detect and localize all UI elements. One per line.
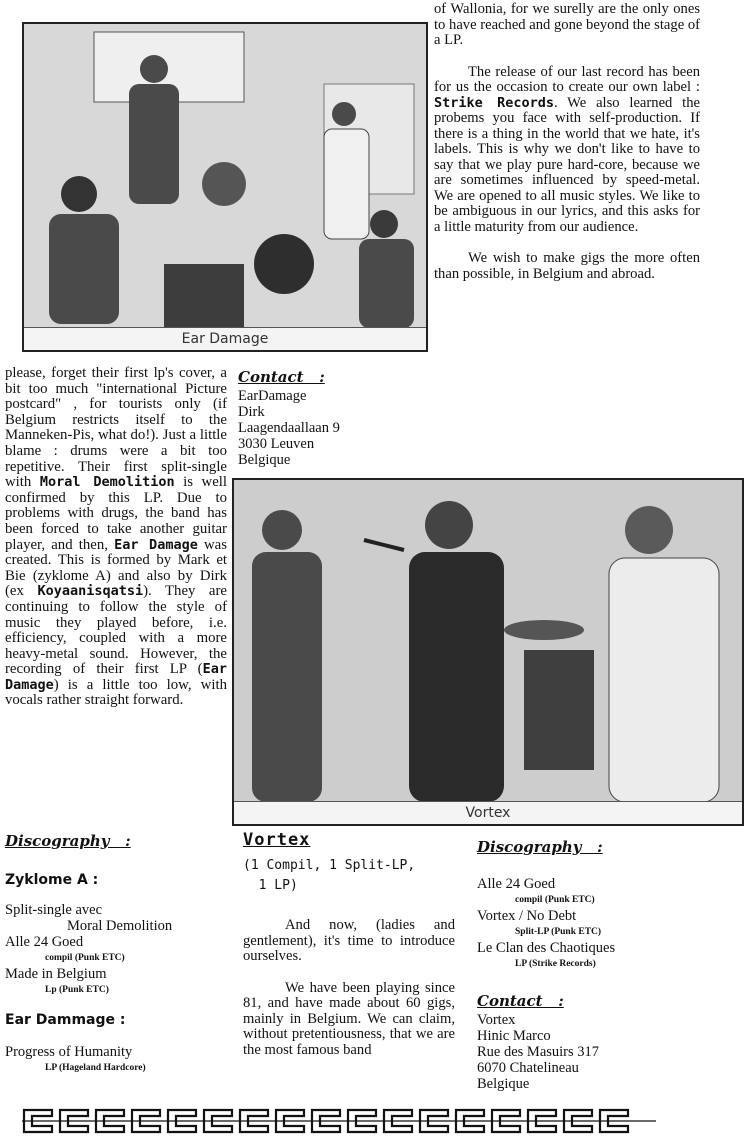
vortex-subtitle-line: 1 LP): [243, 878, 298, 893]
contact-heading: Contact :: [477, 992, 564, 1010]
discography-note: LP (Strike Records): [515, 959, 596, 969]
ear-damage-name: Ear Damage: [114, 536, 198, 553]
vortex-history: We have been playing since 81, and have made about 60 gigs, mainly in Belgium. We can claim, without pretentiousness, that we are the most famous band: [243, 979, 455, 1058]
discography-item: Split-single avec: [5, 902, 103, 918]
zyklome-a-title: Zyklome A :: [5, 872, 99, 888]
contact-line: 6070 Chatelineau: [477, 1060, 579, 1076]
contact-ear-damage: [238, 368, 428, 468]
discography-left: [5, 832, 227, 1076]
moral-demolition-name: Moral Demolition: [39, 474, 175, 491]
discography-note: LP (Hageland Hardcore): [45, 1063, 146, 1073]
discography-item: Vortex / No Debt: [477, 908, 577, 924]
strike-records-label: Strike Records: [434, 94, 554, 111]
right-column-top: [434, 2, 700, 282]
discography-right: [477, 838, 717, 972]
contact-line: Dirk: [238, 404, 265, 420]
contact-line: Laagendaallaan 9: [238, 420, 340, 436]
vortex-subtitle-line: (1 Compil, 1 Split-LP,: [243, 858, 416, 873]
ear-damage-caption: Ear Damage: [24, 327, 426, 350]
discography-note: compil (Punk ETC): [45, 953, 125, 963]
discography-item: Le Clan des Chaotiques: [477, 940, 616, 956]
contact-line: Belgique: [477, 1076, 530, 1092]
contact-line: EarDamage: [238, 388, 307, 404]
discography-heading: Discography :: [5, 832, 131, 850]
vortex-photo-image: [234, 480, 742, 802]
vortex-intro: And now, (ladies and gentlement), it's time to introduce ourselves.: [243, 917, 455, 964]
decorative-chain-border: [20, 1104, 660, 1136]
contact-line: Vortex: [477, 1012, 516, 1028]
left-column-article: [5, 366, 227, 709]
discography-item: Alle 24 Goed: [5, 934, 84, 950]
contact-line: Rue des Masuirs 317: [477, 1044, 600, 1060]
paragraph-wallonia: of Wallonia, for we surelly are the only ones to have reached and gone beyond the stage of a LP.: [434, 1, 700, 48]
vortex-title: Vortex: [243, 830, 311, 850]
ear-damage-photo: [22, 22, 428, 352]
discography-item: Made in Belgium: [5, 966, 107, 982]
contact-heading: Contact :: [238, 368, 325, 386]
ear-damage-photo-image: [24, 24, 426, 328]
contact-line: Hinic Marco: [477, 1028, 551, 1044]
koyaanisqatsi-name: Koyaanisqatsi: [37, 583, 144, 600]
discography-note: compil (Punk ETC): [515, 895, 595, 905]
contact-line: 3030 Leuven: [238, 436, 315, 452]
paragraph-gigs: We wish to make gigs the more often than possible, in Belgium and abroad.: [434, 250, 700, 282]
ear-damage-lp-name: Ear Damage: [5, 661, 227, 693]
discography-item: Moral Demolition: [67, 918, 173, 934]
vortex-photo: [232, 478, 744, 826]
discography-item: Progress of Humanity: [5, 1044, 133, 1060]
article-ear-damage: please, forget their first lp's cover, a bit too much "international Picture postcard" , for tourists only (if Belgium restricts itself to the Manneken-Pis, what do!). Just a little blame : drums were a bit too repetitive. Their first split-single with Moral Demolition is well confirmed by this LP. Due to problems with drugs, the band has been forced to take another guitar player, and then, Ear Damage was created. This is formed by Mark et Bie (zyklome A) and also by Dirk (ex Koyaanisqatsi). They are continuing to follow the style of music they played before, i.e. efficiency, coupled with a more heavy-metal sound. However, the recording of their first LP (Ear Damage) is a little too low, with vocals rather straight forward.: [5, 365, 227, 709]
contact-line: Belgique: [238, 452, 291, 468]
ear-dammage-title: Ear Dammage :: [5, 1012, 126, 1028]
contact-vortex: [477, 992, 717, 1092]
discography-note: Split-LP (Punk ETC): [515, 927, 602, 937]
discography-note: Lp (Punk ETC): [45, 985, 109, 995]
vortex-column: [243, 830, 455, 1058]
paragraph-strike-records: The release of our last record has been for us the occasion to create our own label : Strike Records. We also learned the probems you face with self-production. If there is a thing in the world that we hate, it's labels. This is why we don't like to have to say that we play pure hard-core, because we are sometimes influenced by speed-metal. We are opened to all music styles. We like to be ambiguous in our lyrics, and this asks for a little maturity from our audience.: [434, 63, 700, 235]
discography-item: Alle 24 Goed: [477, 876, 556, 892]
discography-heading: Discography :: [477, 838, 603, 856]
vortex-caption: Vortex: [234, 801, 742, 824]
